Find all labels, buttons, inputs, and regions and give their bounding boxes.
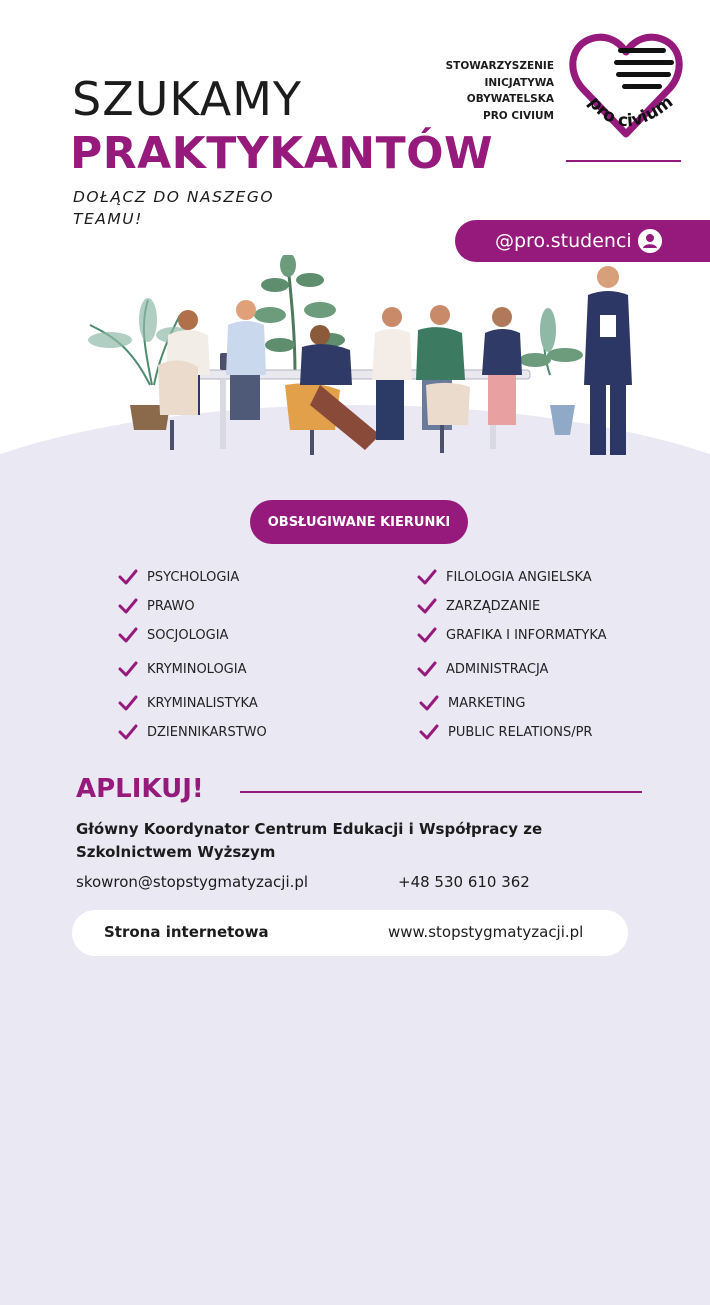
checkmark-icon <box>118 598 138 614</box>
course-item <box>118 724 267 740</box>
course-item <box>417 661 548 677</box>
checkmark-icon <box>417 661 437 677</box>
course-item <box>417 598 540 614</box>
svg-text:pro civium <box>584 92 677 131</box>
course-item <box>118 661 247 677</box>
checkmark-icon <box>417 627 437 643</box>
org-name-line: STOWARZYSZENIE <box>445 60 554 72</box>
course-item <box>118 627 228 643</box>
course-label: GRAFIKA I INFORMATYKA <box>446 627 607 643</box>
course-label: PSYCHOLOGIA <box>147 569 240 585</box>
course-label: PRAWO <box>147 598 195 614</box>
org-name-line: PRO CIVIUM <box>483 109 554 122</box>
course-label: ADMINISTRACJA <box>446 661 549 677</box>
course-label: KRYMINALISTYKA <box>147 695 258 711</box>
course-label: SOCJOLOGIA <box>147 627 229 643</box>
org-name-line: OBYWATELSKA <box>466 93 554 105</box>
course-label: ZARZĄDZANIE <box>446 598 541 614</box>
org-name-line: INICJATYWA <box>484 76 554 89</box>
course-label: DZIENNIKARSTWO <box>147 724 267 740</box>
checkmark-icon <box>118 661 138 677</box>
website-label: Strona internetowa <box>104 923 269 941</box>
pro-civium-logo <box>566 30 686 145</box>
person-back <box>158 310 210 415</box>
apply-divider <box>240 791 642 793</box>
checkmark-icon <box>118 724 138 740</box>
course-label: PUBLIC RELATIONS/PR <box>448 724 593 740</box>
checkmark-icon <box>417 569 437 585</box>
contact-email[interactable]: skowron@stopstygmatyzacji.pl <box>76 873 309 891</box>
course-item <box>118 569 239 585</box>
checkmark-icon <box>417 598 437 614</box>
website-link[interactable]: www.stopstygmatyzacji.pl <box>388 923 584 941</box>
courses-title-pill: OBSŁUGIWANE KIERUNKI <box>250 500 468 544</box>
course-item <box>417 627 607 643</box>
person-green <box>416 305 470 430</box>
organization-name <box>420 58 554 124</box>
user-icon <box>638 229 662 253</box>
logo-text: pro civium <box>584 91 678 132</box>
course-item <box>419 724 592 740</box>
checkmark-icon <box>118 569 138 585</box>
contact-phone[interactable]: +48 530 610 362 <box>398 873 530 891</box>
heading-praktykantow: PRAKTYKANTÓW <box>70 128 494 179</box>
course-item <box>118 695 258 711</box>
coordinator-title: Główny Koordynator Centrum Edukacji i Współpracy ze Szkolnictwem Wyższym <box>76 820 543 861</box>
course-label: FILOLOGIA ANGIELSKA <box>446 569 592 585</box>
team-meeting-illustration <box>70 255 660 475</box>
checkmark-icon <box>118 627 138 643</box>
checkmark-icon <box>419 724 439 740</box>
person-standing <box>584 266 632 455</box>
website-bar <box>72 910 628 956</box>
checkmark-icon <box>419 695 439 711</box>
course-label: MARKETING <box>448 695 526 711</box>
apply-heading: APLIKUJ! <box>76 774 204 804</box>
subtitle: DOŁĄCZ DO NASZEGO TEAMU! <box>73 188 275 228</box>
course-item <box>419 695 525 711</box>
logo-divider <box>566 160 681 162</box>
person-woman-navy <box>482 307 522 425</box>
course-item <box>417 569 592 585</box>
person-woman-white <box>372 307 412 440</box>
heading-szukamy: SZUKAMY <box>72 72 302 126</box>
course-item <box>118 598 195 614</box>
course-label: KRYMINOLOGIA <box>147 661 247 677</box>
social-handle: @pro.studenci <box>495 230 632 252</box>
checkmark-icon <box>118 695 138 711</box>
